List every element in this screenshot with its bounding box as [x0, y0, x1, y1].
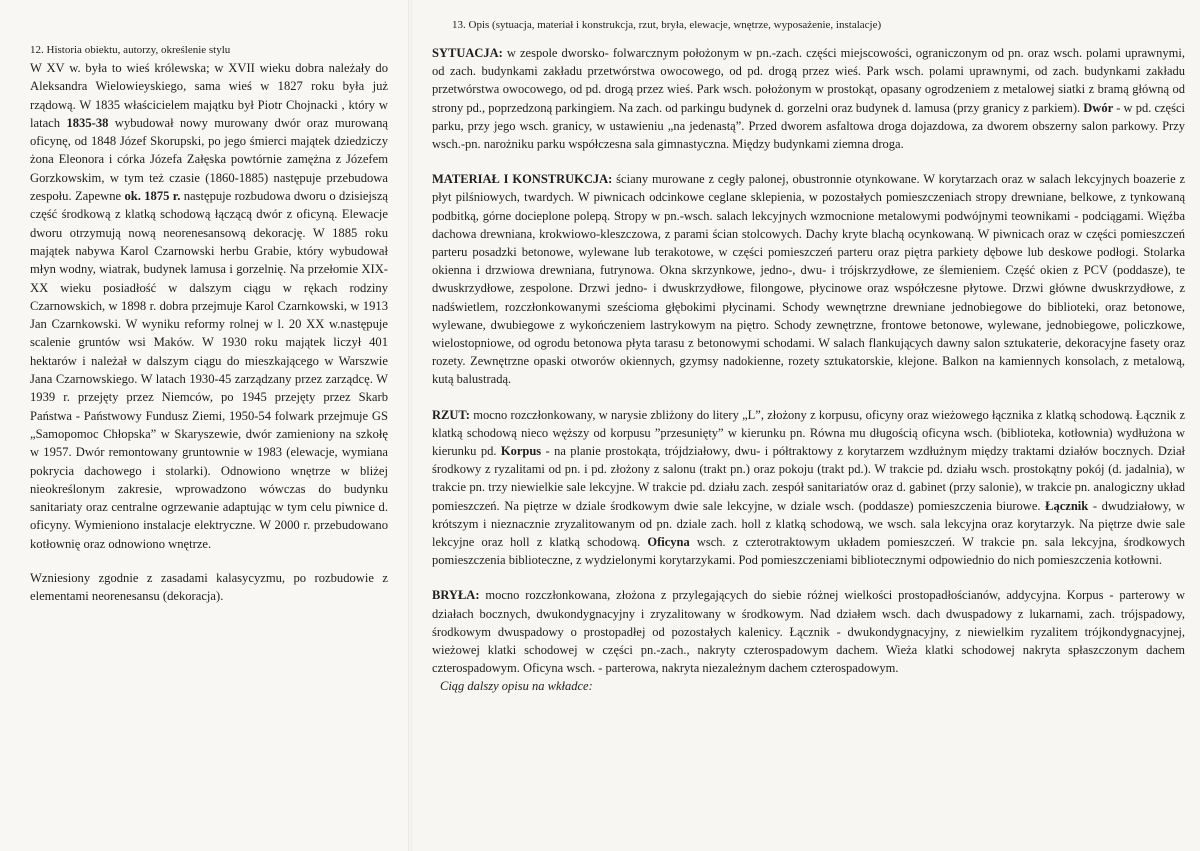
rzut-label: RZUT:: [432, 407, 470, 422]
description-section: [432, 44, 1185, 695]
style-summary: Wzniesiony zgodnie z zasadami kalasycyzmu, po rozbudowie z elementami neorenesansu (dekoracja).: [30, 571, 388, 604]
history-bold-1: 1835-38: [66, 115, 109, 130]
history-bold-2: ok. 1875 r.: [124, 189, 181, 204]
material-paragraph: [432, 170, 1185, 388]
material-text: ściany murowane z cegły palonej, obustronnie otynkowane. W korytarzach oraz w salach lekcyjnych boazerie z płyt pilśniowych, twardych. W piwnicach odcinkowe ceglane sklepienia, w pozostałych pomieszczeniach stropy drewniane, belkowe, z tynkowaną podbitką, górne docieplone polepą. Stropy w pn.-wsch. salach lekcyjnych wzmocnione metalowymi podwójnymi teownikami - podciągami. Więźba dachowa drewniana, krokwiowo-kleszczowa, z parami ścian stolcowych. Dachy kryte blachą ocynkowaną. W piwnicach oraz w części pomieszczeń parteru posadzki betonowe, wylewane lub terakotowe, w części pomieszczeń parteru oraz piętra parkiety dębowe lub deskowe podłogi. Stolarka okienna i drzwiowa drewniana, futrynowa. Okna skrzynkowe, jedno-, dwu- i trójskrzydłowe, ze ślemieniem. Część okien z PCV (poddasze), te dwuskrzydłowe, zespolone. Drzwi jedno- i dwuskrzydłowe, filongowe, płycinowe oraz współczesne płytowe. Drzwi główne dwuskrzydłowe, z nadświetlem, rozczłonkowanymi sześcioma głębokimi płycinami. Schody wewnętrzne drewniane jednobiegowe do biblioteki, oraz betonowe, wylewane, dwubiegowe z wykończeniem lastrykowym na piętro. Schody zewnętrzne, frontowe betonowe, wylewane, jednobiegowe, policzkowe, wielostopniowe, od ogrodu betonowa płyta tarasu z betonowymi schodami. W salach flankujących dawny salon sztukaterie, dekoracyjne fasety oraz rozety. Zewnętrzne opaski otworów okiennych, gzymsy nadokienne, rozety sztukatorskie, klejone. Balkon na kamiennych konsolach, z metalową, kutą balustradą.: [432, 172, 1186, 387]
sytuacja-text-2: - w pd. części parku, przy jego wsch. granicy, w ustawieniu „na jedenastą”. Przed dworem asfaltowa droga dojazdowa, za dworem obszerny salon parkowy. Przy wsch.-pn. narożniku parku współczesna sala gimnastyczna. Między budynkami ziemna droga.: [432, 100, 1185, 152]
sytuacja-bold-1: Dwór: [1083, 100, 1114, 115]
rzut-paragraph: [432, 406, 1185, 570]
history-text-3: następuje rozbudowa dworu o dzisiejszą część środkową z klatką schodową łączącą dwór z oficyną. Elewacje dworu otrzymują nową neorenesansową dekorację. W 1885 roku majątek nabywa Karol Czarnowski herbu Grabie, który wybudował młyn wodny, wiatrak, budynek lamusa i gorzelnię. Na przełomie XIX-XX wieku posiadłość w dalszym ciągu w rękach rodziny Czarnowskich, w 1898 r. dobra przejmuje Karol Czarnkowski, w 1913 Jan Czarnkowski. W wyniku reformy rolnej w l. 20 XX w.następuje scalenie gruntów wsi Maków. W 1930 roku majątek liczył 401 hektarów i należał w dalszym ciągu do mieszkającego w Warszwie Jana Czarnowskiego. W latach 1930-45 zarządzany przez zarządcę. W 1939 r. przejęty przez Niemców, po 1945 przejęty przez Skarb Państwa - Państwowy Fundusz Ziemi, 1950-54 folwark przejmuje GS „Samopomoc Chłopska” w Skaryszewie, dwór zamieniony na szkołę w 1957. Dwór remontowany gruntownie w 1983 (elewacje, wymiana pokrycia dachowego i stolarki). Odnowiono wnętrze w bliżej nieokreślonym zakresie, wprowadzono wówczas do budynku sanitariaty oraz centralne ogrzewanie adaptując w tym celu piwnice d. oficyny. Wymieniono instalacje elektryczne. W 2000 r. przebudowano kotłownię oraz odnowiono wnętrze.: [30, 189, 388, 551]
history-section: [30, 44, 388, 606]
rzut-text-1: mocno rozczłonkowany, w narysie zbliżony do litery „L”, złożony z korpusu, oficyny oraz wieżowego łącznika z klatką schodową. Łącznik z klatką schodową nieco węższy od korpusu ”przesunięty” w kierunku pn. Równa mu długością oficyna wsch. (biblioteka, kotłownia) wydłużona w kierunku pd.: [432, 407, 1185, 459]
bryla-text: mocno rozczłonkowana, złożona z przylegających do siebie różnej wielkości prostopadłościanów, addycyjna. Korpus - parterowy w działach bocznych, dwukondygnacyjny i zryzalitowany w środkowym. Nad działem wsch. dach dwuspadowy z lukarnami, zach. trójspadowy, środkowym dwuspadowy o prostopadłej od pozostałych kalenicy. Łącznik - dwukondygnacyjny, z niewielkim ryzalitem trójkondygnacyjnej, wieżowej klatki schodowej w części pn.-zach., nakryty czterospadowym dachem. Wieża klatki schodowej nakryta spłaszczonym dachem czterospadowym. Oficyna wsch. - parterowa, nakryta niezależnym dachem czterospadowym.: [432, 588, 1185, 676]
sytuacja-label: SYTUACJA:: [432, 46, 503, 60]
history-text-1: W XV w. była to wieś królewska; w XVII wieku dobra należały do Aleksandra Wielowieyskiego, sama wieś w 1827 roku była już rządową. W 1835 właścicielem majątku był Piotr Chojnacki , który w latach: [30, 61, 388, 130]
sytuacja-paragraph: [432, 44, 1185, 153]
rzut-text-2: - na planie prostokąta, trójdziałowy, dwu- i półtraktowy z korytarzem wzdłużnym między traktami działów bocznych. Dział środkowy z ryzalitami od pn. i pd. złożony z salonu (trakt pn.) oraz pokoju (trakt pd.). W trakcie pd. działu wsch. prostokątny pokój (d. jadalnia), w trakcie pn. trzy niewielkie sale lekcyjne. W trakcie pd. działu zach. zespół sanitariatów oraz d. gabinet (przy salonie), w trakcie pn. analogiczny układ pomieszczeń. Na piętrze w dziale środkowym dwie sale lekcyjne, w dziale wsch. (poddasze) pomieszczenia biurowe.: [432, 444, 1186, 513]
bryla-paragraph: [432, 586, 1185, 677]
description-heading: 13. Opis (sytuacja, materiał i konstrukcja, rzut, bryła, elewacje, wnętrze, wyposażenie, instalacje): [452, 19, 882, 31]
rzut-bold-2: Łącznik: [1045, 498, 1089, 513]
sytuacja-text-1: w zespole dworsko- folwarcznym położonym w pn.-zach. części miejscowości, ograniczonym od pn. oraz wsch. polami uprawnymi, od zach. budynkami zakładu przetwórstwa owocowego, od pd. drogą przez wieś. Park wsch. polami uprawnymi, od zach. budynkami zakładu przetwórstwa owocowego, od pd. drogą przez wieś. Park wsch. położonym w prostokąt, opasany ogrodzeniem z metalowej siatki z bramą główną od strony pd., poprzedzoną parkingiem. Na zach. od parkingu budynek d. gorzelni oraz budynek d. lamusa (przy granicy z parkiem).: [432, 46, 1185, 115]
material-label: MATERIAŁ I KONSTRUKCJA:: [432, 172, 613, 187]
history-heading: 12. Historia obiektu, autorzy, określenie stylu: [30, 44, 231, 56]
rzut-text-4: wsch. z czterotraktowym układem pomieszczeń. W trakcie pn. sala lekcyjna, środkowych pomieszczenia biblioteczne, z wydzielonymi korytarzykami. Pod pomieszczeniami bibliotecznymi odpowiednio do nich pomieszczenia kotłowni.: [432, 535, 1185, 568]
rzut-bold-1: Korpus: [500, 444, 542, 459]
rzut-bold-3: Oficyna: [647, 535, 690, 550]
page-fold: [408, 0, 412, 851]
rzut-text-3: - dwudziałowy, w krótszym i nieznacznie zryzalitowanym od pn. dziale zach. holl z klatką schodową, we wsch. sala lekcyjna oraz korytarzyk. Na piętrze dwie sale lekcyjne oraz holl z klatką schodową.: [432, 498, 1185, 550]
history-text-2: wybudował nowy murowany dwór oraz murowaną oficynę, od 1848 Józef Skorupski, po jego śmierci majątek dziedziczy żona Eleonora i córka Józefa Załęska powtórnie zamężna z Józefem Gorzkowskim, w tym też czasie (1860-1885) następuje przebudowa zespołu. Zapewne: [30, 115, 388, 204]
history-paragraph: [30, 59, 388, 553]
continued-note: Ciąg dalszy opisu na wkładce:: [440, 678, 593, 693]
bryla-label: BRYŁA:: [432, 588, 480, 603]
